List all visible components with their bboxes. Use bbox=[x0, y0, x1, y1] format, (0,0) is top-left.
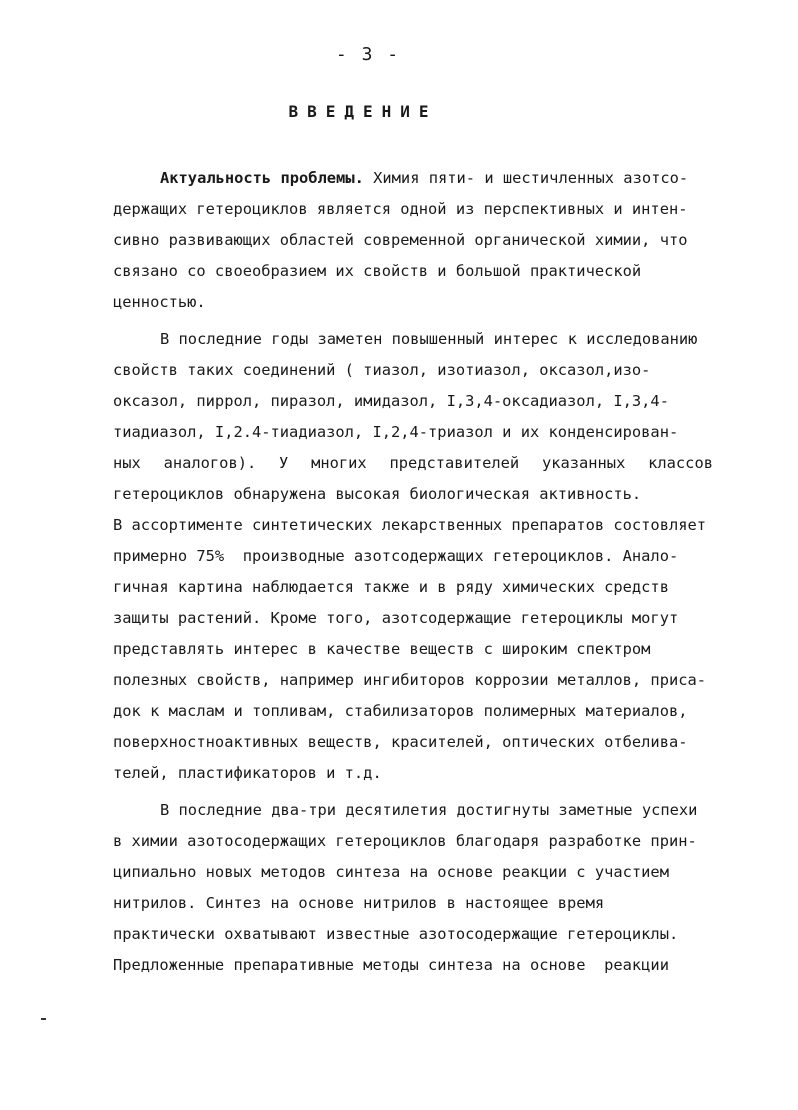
body-text bbox=[113, 163, 733, 981]
word: указанных bbox=[541, 454, 626, 472]
paragraph-2-line: гетероциклов обнаружена высокая биологическая активность. bbox=[113, 485, 642, 503]
word: У bbox=[279, 454, 289, 472]
paragraph-2-line: поверхностноактивных веществ, красителей, оптических отбелива- bbox=[113, 733, 688, 751]
paragraph-1-line: ценностью. bbox=[113, 293, 206, 311]
paragraph-2-line: док к маслам и топливам, стабилизаторов полимерных материалов, bbox=[113, 702, 688, 720]
paragraph-2-justified-line bbox=[113, 448, 713, 479]
paragraph-3-line: нитрилов. Синтез на основе нитрилов в настоящее время bbox=[113, 894, 605, 912]
paragraph-1-line-1-rest: Химия пяти- и шестичленных азотсо- bbox=[363, 169, 689, 187]
paragraph-2-line: полезных свойств, например ингибиторов коррозии металлов, приса- bbox=[113, 671, 707, 689]
paragraph-1-line-1 bbox=[113, 163, 733, 194]
paragraph-3-line: ципиально новых методов синтеза на основе реакции с участием bbox=[113, 863, 669, 881]
paragraph-2-line: гичная картина наблюдается также и в ряду химических средств bbox=[113, 578, 669, 596]
page-number: - 3 - bbox=[335, 44, 401, 65]
paragraph-1-line: держащих гетероциклов является одной из перспективных и интен- bbox=[113, 200, 688, 218]
paragraph-1-line: связано со своеобразием их свойств и большой практической bbox=[113, 262, 642, 280]
paragraph-2-line: тиадиазол, I,2.4-тиадиазол, I,2,4-триазол и их конденсирован- bbox=[113, 423, 679, 441]
word: многих bbox=[311, 454, 367, 472]
paragraph-1-line: сивно развивающих областей современной органической химии, что bbox=[113, 231, 688, 249]
paragraph-3-line: Предложенные препаративные методы синтеза на основе реакции bbox=[113, 956, 669, 974]
paragraph-3-line: в химии азотосодержащих гетероциклов благодаря разработке прин- bbox=[113, 832, 697, 850]
paragraph-2-line: В последние годы заметен повышенный интерес к исследованию bbox=[160, 330, 698, 348]
word: представителей bbox=[389, 454, 520, 472]
paragraph-2-line: оксазол, пиррол, пиразол, имидазол, I,3,4-оксадиазол, I,3,4- bbox=[113, 392, 669, 410]
paragraph-3-line: В последние два-три десятилетия достигнуты заметные успехи bbox=[160, 801, 698, 819]
paragraph-2-line: защиты растений. Кроме того, азотсодержащие гетероциклы могут bbox=[113, 609, 679, 627]
paragraph-2-line: представлять интерес в качестве веществ с широким спектром bbox=[113, 640, 651, 658]
word: ных bbox=[113, 454, 141, 472]
section-heading: ВВЕДЕНИЕ bbox=[288, 102, 438, 121]
paragraph-3-line: практически охватывают известные азотосодержащие гетероциклы. bbox=[113, 925, 679, 943]
paragraph-2-line: примерно 75% производные азотсодержащих гетероциклов. Анало- bbox=[113, 547, 679, 565]
paragraph-2-line: свойств таких соединений ( тиазол, изотиазол, оксазол,изо- bbox=[113, 361, 651, 379]
word: классов bbox=[648, 454, 713, 472]
word: аналогов). bbox=[163, 454, 257, 472]
paragraph-lead: Актуальность проблемы. bbox=[160, 169, 364, 187]
paragraph-2-line: телей, пластификаторов и т.д. bbox=[113, 764, 382, 782]
margin-mark bbox=[41, 1018, 46, 1020]
paragraph-2-line: В ассортименте синтетических лекарственных препаратов состовляет bbox=[113, 516, 707, 534]
